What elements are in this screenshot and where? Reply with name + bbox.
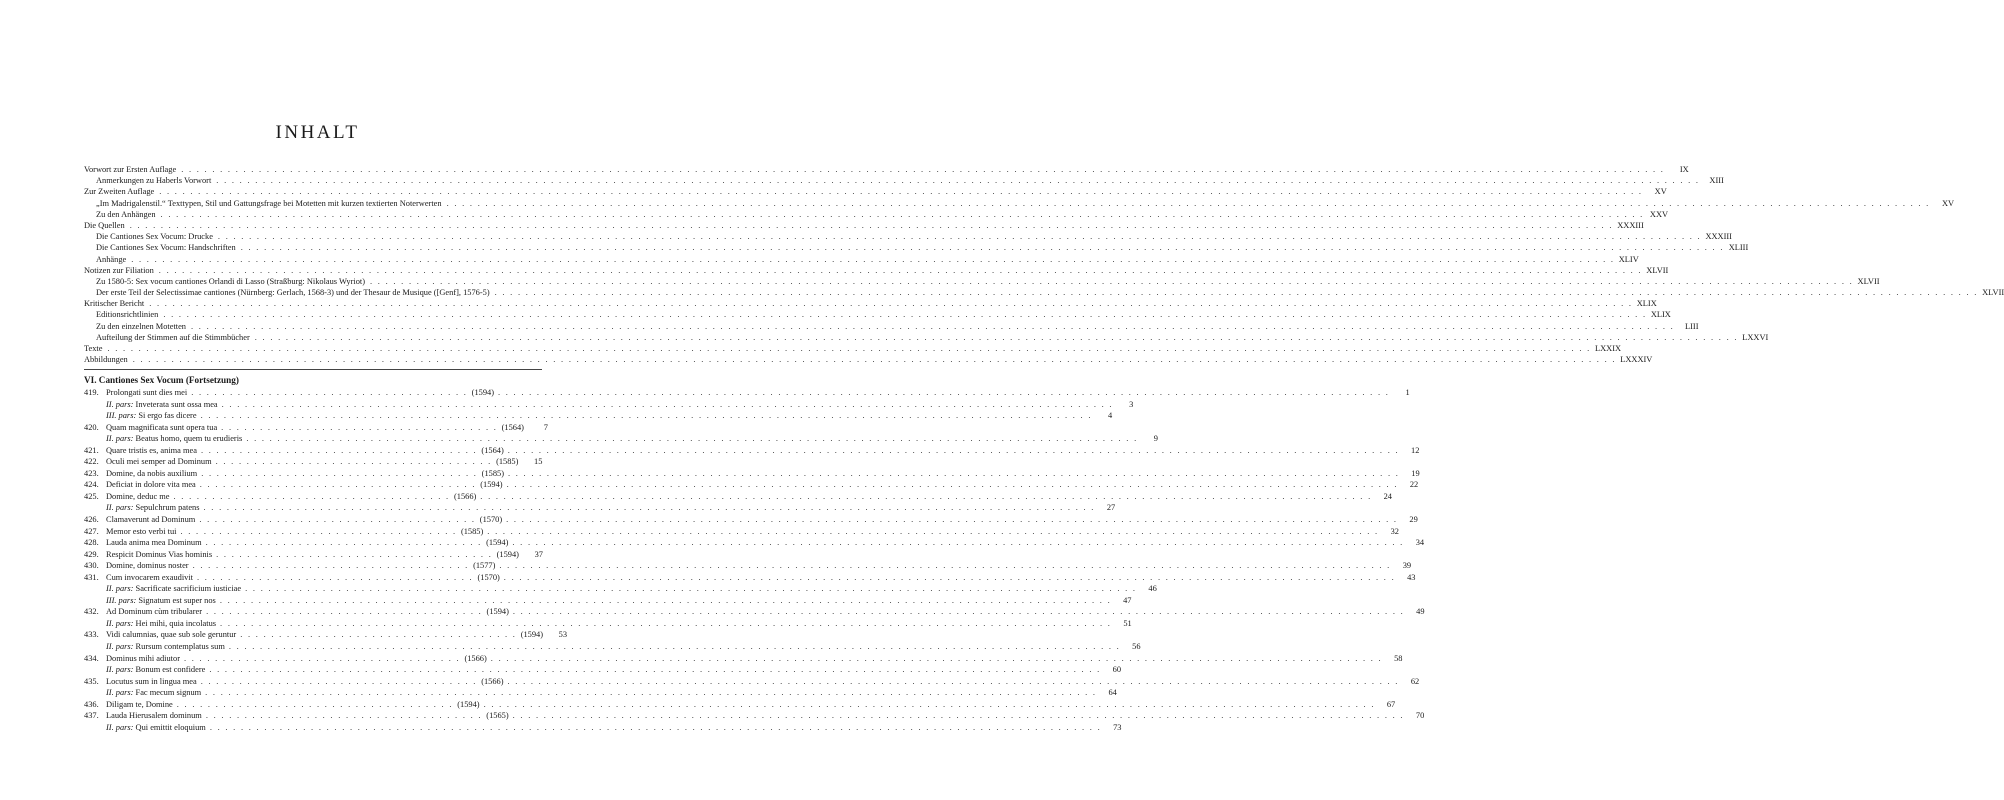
work-entry[interactable] <box>84 560 1412 572</box>
work-year: (1585) <box>460 526 484 536</box>
leader-dots <box>220 618 1112 630</box>
work-part[interactable] <box>84 583 1157 595</box>
work-number: 431. <box>84 572 99 582</box>
toc-label: Texte <box>84 344 103 353</box>
pars-label: III. pars: <box>106 595 137 605</box>
work-entry[interactable] <box>84 479 1419 491</box>
work-entry[interactable] <box>84 699 1396 711</box>
leader-dots <box>177 699 453 711</box>
work-part[interactable] <box>84 618 1132 630</box>
work-title: Ad Dominum cùm tribularer <box>106 607 203 617</box>
leader-dots <box>181 164 1665 175</box>
work-title: Sacrificate sacrificium iusticiae <box>135 584 242 594</box>
toc-label: Zu den einzelnen Motetten <box>96 321 186 331</box>
work-page: 34 <box>1415 538 1425 548</box>
leader-dots <box>246 433 1138 445</box>
toc-label: Anmerkungen zu Haberls Vorwort <box>96 176 212 186</box>
work-page: 7 <box>543 422 548 432</box>
work-number: 420. <box>84 422 99 432</box>
work-number: 428. <box>84 538 99 548</box>
work-part[interactable] <box>84 595 1132 607</box>
leader-dots <box>204 502 1096 514</box>
leader-dots <box>508 445 1400 457</box>
work-page: 64 <box>1108 688 1117 698</box>
work-entry[interactable] <box>84 572 1416 584</box>
work-title: Lauda anima mea Dominum <box>106 538 202 548</box>
toc-page: XLIII <box>1728 243 1749 253</box>
toc-entry[interactable] <box>84 164 1689 175</box>
toc-page: XXV <box>1649 209 1669 219</box>
section-heading: VI. Cantiones Sex Vocum (Fortsetzung) <box>84 375 239 385</box>
work-title: Sepulchrum patens <box>135 503 200 513</box>
work-part[interactable] <box>84 410 1113 422</box>
pars-label: II. pars: <box>106 722 134 732</box>
toc-page: XLIV <box>1618 254 1639 264</box>
work-year: (1566) <box>464 653 487 663</box>
work-title: Inveterata sunt ossa mea <box>135 399 218 409</box>
toc-entry[interactable] <box>84 242 1749 253</box>
leader-dots <box>174 491 450 503</box>
leader-dots <box>508 676 1400 688</box>
work-title: Deficiat in dolore vita mea <box>106 480 196 490</box>
leader-dots <box>245 583 1137 595</box>
work-year: (1570) <box>479 515 503 525</box>
work-entry[interactable] <box>84 526 1399 538</box>
pars-label: II. pars: <box>106 665 134 675</box>
leader-dots <box>241 242 1725 253</box>
work-year: (1577) <box>473 561 496 571</box>
leader-dots <box>447 198 1931 209</box>
leader-dots <box>201 676 477 688</box>
leader-dots <box>498 387 1390 399</box>
toc-entry[interactable] <box>84 343 1622 354</box>
leader-dots <box>240 629 516 641</box>
leader-dots <box>180 526 456 538</box>
work-title: Si ergo fas dicere <box>138 411 197 421</box>
toc-page: XLIX <box>1636 299 1657 309</box>
work-part[interactable] <box>84 641 1141 653</box>
work-part[interactable] <box>84 502 1116 514</box>
work-title: Domine, da nobis auxilium <box>106 468 198 478</box>
toc-page: LXXXIV <box>1620 355 1653 365</box>
toc-label: Anhänge <box>96 254 127 264</box>
leader-dots <box>131 254 1615 265</box>
pars-label: II. pars: <box>106 399 134 409</box>
toc-label: „Im Madrigalenstil.“ Texttypen, Stil und Gattungsfrage bei Motetten mit kurzen textierten Noterwerten <box>96 198 442 208</box>
work-title: Fac mecum signum <box>135 688 202 698</box>
work-page: 15 <box>534 457 543 467</box>
work-entry[interactable] <box>84 606 1425 618</box>
work-number: 422. <box>84 457 99 467</box>
leader-dots <box>255 332 1739 343</box>
work-entry[interactable] <box>84 710 1425 722</box>
work-page: 49 <box>1416 607 1425 617</box>
toc-entry[interactable] <box>84 209 1669 220</box>
work-entry[interactable] <box>84 468 1420 480</box>
leader-dots <box>220 595 1112 607</box>
work-page: 29 <box>1409 515 1418 525</box>
toc-entry[interactable] <box>84 231 1732 242</box>
pars-label: II. pars: <box>106 618 134 628</box>
work-page: 46 <box>1148 584 1157 594</box>
toc-entry[interactable] <box>84 198 1955 209</box>
work-title: Oculi mei semper ad Dominum <box>106 457 212 467</box>
work-title: Domine, dominus noster <box>106 561 189 571</box>
leader-dots <box>506 514 1398 526</box>
work-title: Memor esto verbi tui <box>106 526 177 536</box>
leader-dots <box>133 354 1617 365</box>
toc-label: Kritischer Bericht <box>84 299 145 309</box>
toc-label: Aufteilung der Stimmen auf die Stimmbücher <box>96 332 250 342</box>
work-year: (1594) <box>480 480 503 490</box>
work-title: Lauda Hierusalem dominum <box>106 711 202 721</box>
leader-dots <box>193 560 469 572</box>
toc-page: XLIX <box>1650 310 1671 320</box>
leader-dots <box>512 537 1404 549</box>
work-page: 3 <box>1129 399 1134 409</box>
work-title: Locutus sum in lingua mea <box>106 676 197 686</box>
leader-dots <box>149 298 1633 309</box>
work-year: (1594) <box>471 388 494 397</box>
leader-dots <box>159 265 1643 276</box>
work-number: 419. <box>84 388 99 397</box>
leader-dots <box>201 410 1093 422</box>
toc-entry[interactable] <box>84 265 1669 276</box>
toc-page: XV <box>1654 187 1667 197</box>
work-title: Vidi calumnias, quae sub sole geruntur <box>106 630 237 640</box>
toc-label: Notizen zur Filiation <box>84 265 154 275</box>
work-title: Cum invocarem exaudivit <box>106 572 193 582</box>
toc-label: Zu den Anhängen <box>96 209 156 219</box>
leader-dots <box>487 526 1379 538</box>
work-part[interactable] <box>84 722 1122 734</box>
toc-page: LXXVI <box>1742 332 1769 342</box>
work-page: 19 <box>1411 468 1420 478</box>
work-title: Quam magnificata sunt opera tua <box>106 422 218 432</box>
work-page: 12 <box>1411 445 1420 455</box>
work-year: (1570) <box>477 572 500 582</box>
work-page: 51 <box>1123 618 1132 628</box>
toc-page: XLVII <box>1982 288 2004 298</box>
leader-dots <box>161 209 1645 220</box>
toc-entry[interactable] <box>84 175 1724 186</box>
work-number: 434. <box>84 653 99 663</box>
work-entry[interactable] <box>84 456 542 468</box>
work-part[interactable] <box>84 687 1117 699</box>
toc-entry[interactable] <box>84 276 1880 287</box>
pars-label: III. pars: <box>106 411 137 421</box>
leader-dots <box>508 468 1400 480</box>
work-page: 60 <box>1112 665 1121 675</box>
work-number: 423. <box>84 468 99 478</box>
work-page: 37 <box>534 549 543 559</box>
work-number: 429. <box>84 549 99 559</box>
leader-dots <box>191 387 467 399</box>
work-number: 435. <box>84 676 99 686</box>
leader-dots <box>163 309 1647 320</box>
work-title: Beatus homo, quem tu erudieris <box>135 434 243 444</box>
leader-dots <box>221 422 497 434</box>
toc-entry[interactable] <box>84 298 1657 309</box>
leader-dots <box>484 699 1376 711</box>
work-page: 39 <box>1402 561 1412 571</box>
work-title: Quare tristis es, anima mea <box>106 445 197 455</box>
toc-page: XV <box>1941 198 1955 208</box>
leader-dots <box>222 399 1114 411</box>
work-year: (1566) <box>453 491 477 501</box>
work-page: 27 <box>1106 503 1116 513</box>
work-page: 73 <box>1113 722 1122 732</box>
work-entry[interactable] <box>84 676 1420 688</box>
work-page: 43 <box>1407 572 1416 582</box>
work-number: 426. <box>84 515 99 525</box>
toc-label: Zur Zweiten Auflage <box>84 187 155 197</box>
leader-dots <box>191 321 1675 332</box>
toc-page: LXXIX <box>1595 344 1622 353</box>
toc-label: Der erste Teil der Selectissimae cantiones (Nürnberg: Gerlach, 1568-3) und der Thesaur de Musique ([Genf], 1576-5) <box>96 288 490 298</box>
leader-dots <box>206 606 482 618</box>
work-part[interactable] <box>84 399 1134 411</box>
toc-label: Vorwort zur Ersten Auflage <box>84 165 177 174</box>
table-of-contents <box>84 164 2004 365</box>
toc-page: XIII <box>1709 176 1724 186</box>
work-year: (1585) <box>481 468 504 478</box>
pars-label: II. pars: <box>106 434 134 444</box>
work-year: (1594) <box>520 630 544 640</box>
work-title: Bonum est confidere <box>135 665 206 675</box>
work-number: 433. <box>84 630 99 640</box>
toc-entry[interactable] <box>84 321 1699 332</box>
leader-dots <box>218 231 1702 242</box>
pars-label: II. pars: <box>106 584 134 594</box>
leader-dots <box>130 220 1614 231</box>
work-entry[interactable] <box>84 387 1410 399</box>
work-title: Rursum contemplatus sum <box>135 642 225 652</box>
work-title: Hei mihi, quia incolatus <box>135 618 217 628</box>
work-entry[interactable] <box>84 629 568 641</box>
work-year: (1566) <box>481 676 504 686</box>
toc-label: Die Quellen <box>84 220 125 230</box>
work-page: 1 <box>1405 388 1410 397</box>
toc-entry[interactable] <box>84 186 1667 197</box>
toc-entry[interactable] <box>84 287 2004 298</box>
work-page: 56 <box>1132 642 1141 652</box>
work-page: 47 <box>1123 595 1132 605</box>
work-number: 430. <box>84 561 99 571</box>
work-title: Domine, deduc me <box>106 491 170 501</box>
section-divider <box>84 369 542 370</box>
work-part[interactable] <box>84 664 1121 676</box>
work-entry[interactable] <box>84 445 1420 457</box>
toc-page: XXXIII <box>1617 220 1644 230</box>
work-number: 421. <box>84 445 99 455</box>
leader-dots <box>216 175 1700 186</box>
work-year: (1564) <box>501 422 524 432</box>
toc-page: XLVII <box>1857 276 1880 286</box>
leader-dots <box>199 514 475 526</box>
work-entry[interactable] <box>84 549 542 561</box>
work-number: 424. <box>84 480 99 490</box>
page-title: INHALT <box>275 122 360 143</box>
work-page: 67 <box>1386 699 1396 709</box>
toc-page: LIII <box>1685 321 1699 331</box>
work-title: Qui emittit eloquium <box>135 722 206 732</box>
leader-dots <box>229 641 1121 653</box>
work-page: 9 <box>1153 434 1158 444</box>
work-year: (1594) <box>496 549 519 559</box>
work-part[interactable] <box>84 433 1158 445</box>
work-entry[interactable] <box>84 653 1403 665</box>
leader-dots <box>513 710 1405 722</box>
work-entry[interactable] <box>84 514 1418 526</box>
leader-dots <box>480 491 1372 503</box>
toc-page: XXXIII <box>1705 232 1732 242</box>
toc-page: IX <box>1679 165 1689 174</box>
work-number: 436. <box>84 699 99 709</box>
work-title: Clamaverunt ad Dominum <box>106 515 196 525</box>
leader-dots <box>507 479 1399 491</box>
leader-dots <box>499 560 1391 572</box>
leader-dots <box>216 456 492 468</box>
pars-label: II. pars: <box>106 688 134 698</box>
work-page: 4 <box>1108 411 1113 421</box>
leader-dots <box>197 572 473 584</box>
toc-label: Die Cantiones Sex Vocum: Handschriften <box>96 243 236 253</box>
work-page: 62 <box>1410 676 1420 686</box>
leader-dots <box>495 287 1979 298</box>
work-title: Diligam te, Domine <box>106 699 173 709</box>
work-page: 32 <box>1390 526 1399 536</box>
work-title: Dominus mihi adiutor <box>106 653 180 663</box>
work-entry[interactable] <box>84 422 548 434</box>
work-page: 53 <box>558 630 568 640</box>
leader-dots <box>210 722 1102 734</box>
work-year: (1594) <box>486 538 509 548</box>
work-page: 24 <box>1383 491 1392 501</box>
toc-label: Editionsrichtlinien <box>96 310 159 320</box>
leader-dots <box>201 445 477 457</box>
work-year: (1564) <box>481 445 504 455</box>
leader-dots <box>107 343 1591 354</box>
work-title: Signatum est super nos <box>138 595 216 605</box>
leader-dots <box>209 664 1101 676</box>
work-year: (1565) <box>486 711 509 721</box>
work-number: 427. <box>84 526 99 536</box>
toc-page: XLVII <box>1646 265 1669 275</box>
leader-dots <box>200 479 476 491</box>
work-page: 70 <box>1415 711 1425 721</box>
work-page: 58 <box>1394 653 1403 663</box>
work-year: (1594) <box>486 607 509 617</box>
pars-label: II. pars: <box>106 642 134 652</box>
toc-entry[interactable] <box>84 332 1769 343</box>
toc-label: Zu 1580-5: Sex vocum cantiones Orlandi di Lasso (Straßburg: Nikolaus Wyriot) <box>96 276 366 286</box>
work-title: Prolongati sunt dies mei <box>106 388 188 397</box>
leader-dots <box>184 653 460 665</box>
toc-entry[interactable] <box>84 354 1653 365</box>
work-year: (1585) <box>496 457 519 467</box>
pars-label: II. pars: <box>106 503 134 513</box>
toc-label: Die Cantiones Sex Vocum: Drucke <box>96 232 213 242</box>
leader-dots <box>370 276 1854 287</box>
work-entry[interactable] <box>84 537 1425 549</box>
work-number: 425. <box>84 491 99 501</box>
leader-dots <box>206 710 482 722</box>
leader-dots <box>504 572 1396 584</box>
leader-dots <box>206 537 482 549</box>
toc-label: Abbildungen <box>84 355 128 365</box>
toc-entry[interactable] <box>84 309 1671 320</box>
work-title: Respicit Dominus Vias hominis <box>106 549 213 559</box>
works-list <box>84 387 1425 733</box>
leader-dots <box>201 468 477 480</box>
work-number: 437. <box>84 711 99 721</box>
work-number: 432. <box>84 607 99 617</box>
toc-entry[interactable] <box>84 254 1639 265</box>
toc-entry[interactable] <box>84 220 1644 231</box>
leader-dots <box>216 549 492 561</box>
leader-dots <box>205 687 1097 699</box>
work-entry[interactable] <box>84 491 1392 503</box>
leader-dots <box>491 653 1383 665</box>
leader-dots <box>513 606 1405 618</box>
work-page: 22 <box>1409 480 1419 490</box>
leader-dots <box>159 186 1643 197</box>
work-year: (1594) <box>457 699 480 709</box>
